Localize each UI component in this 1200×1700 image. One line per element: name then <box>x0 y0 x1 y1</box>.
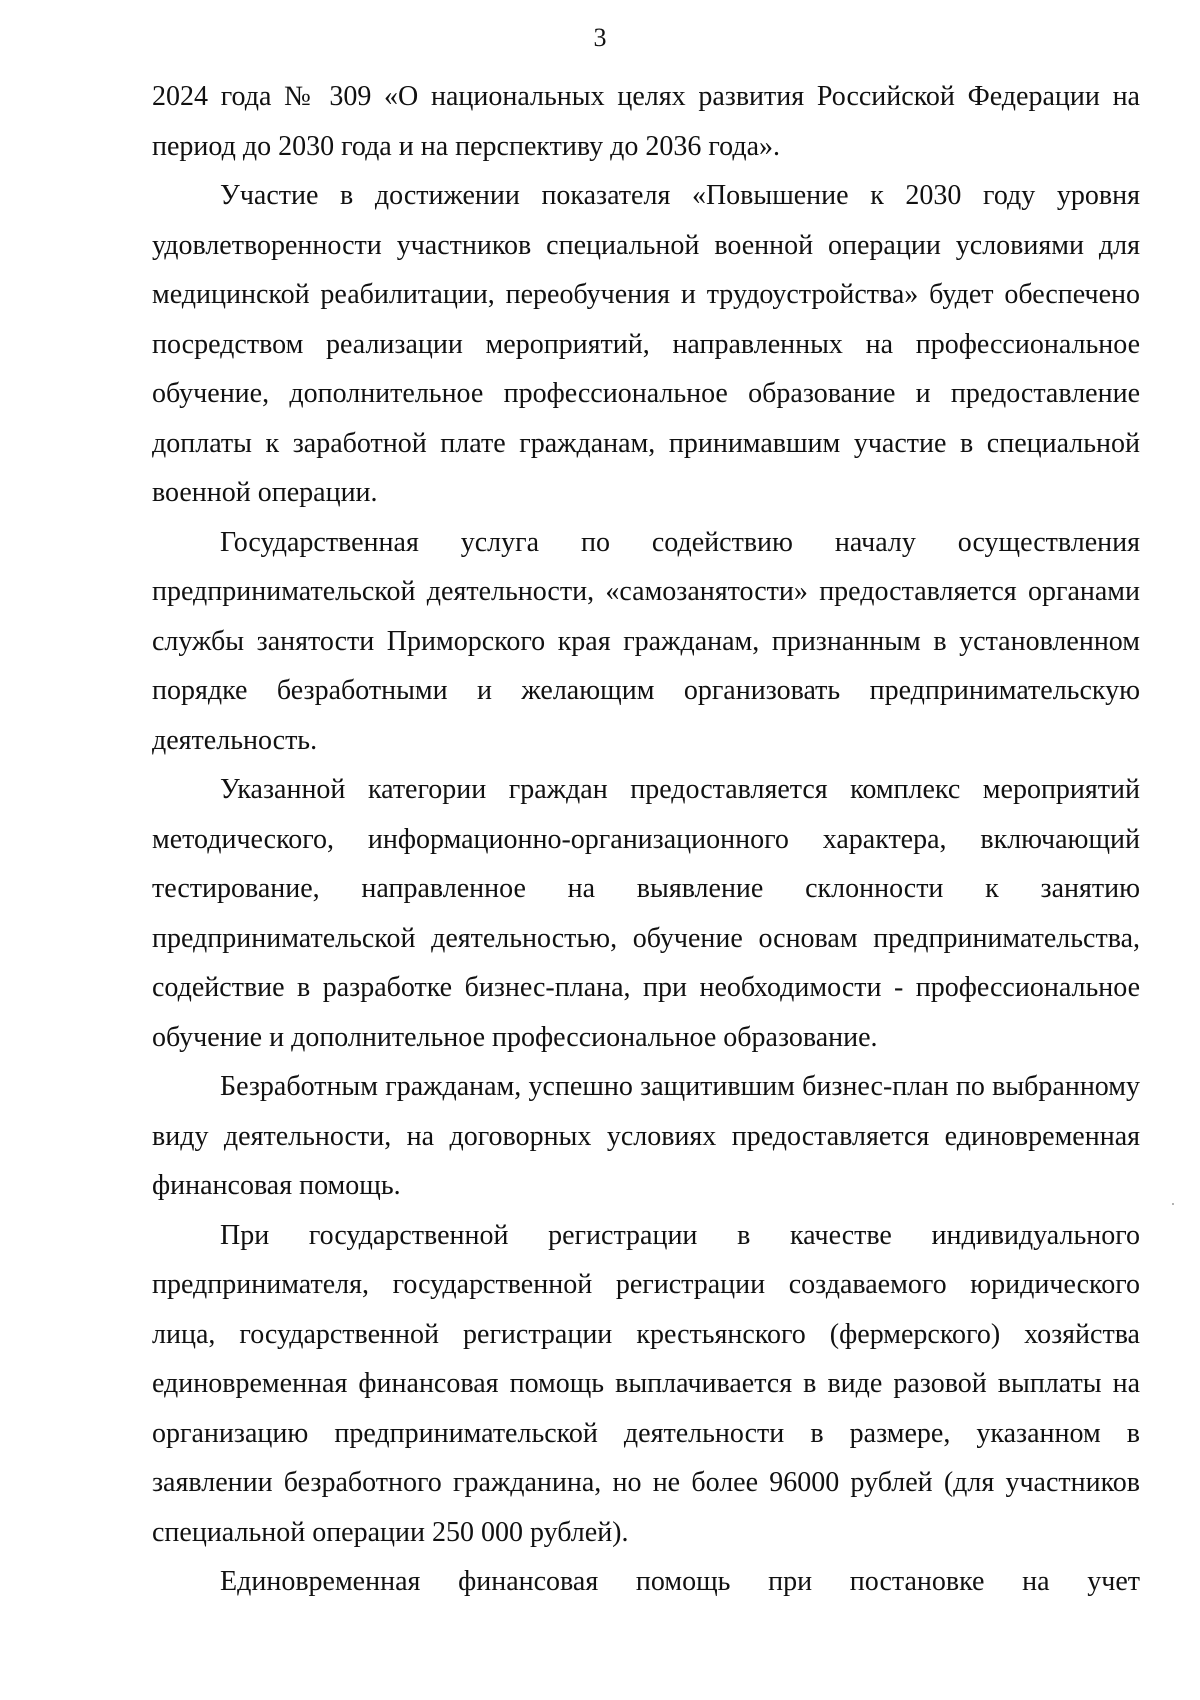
paragraph-self-employment-service: Государственная услуга по содействию началу осуществления предпринимательской деятельности, «самозанятости» предоставляется органами службы занятости Приморского края гражданам, признанным в установленном порядке безработными и желающим организовать предпринимательскую деятельность. <box>152 526 1140 756</box>
paragraph-one-time-aid: Единовременная финансовая помощь при постановке на учет <box>220 1566 1140 1597</box>
paragraph-continuation: 2024 года № 309 «О национальных целях развития Российской Федерации на период до 2030 года и на перспективу до 2036 года». <box>152 81 1140 162</box>
paragraph-state-registration: При государственной регистрации в качестве индивидуального предпринимателя, государственной регистрации создаваемого юридического лица, государственной регистрации крестьянского (фермерского) хозяйства единовременная финансовая помощь выплачивается в виде разовой выплаты на организацию предпринимательской деятельности в размере, указанном в заявлении безработного гражданина, но не более 96000 рублей (для участников специальной операции 250 000 рублей). <box>152 1219 1140 1548</box>
paragraph-svo-participants: Участие в достижении показателя «Повышение к 2030 году уровня удовлетворенности участников специальной военной операции условиями для медицинской реабилитации, переобучения и трудоустройства» будет обеспечено посредством реализации мероприятий, направленных на профессиональное обучение, дополнительное профессиональное образование и предоставление доплаты к заработной плате гражданам, принимавшим участие в специальной военной операции. <box>152 180 1140 508</box>
scan-speck <box>1172 1203 1174 1205</box>
page-number: 3 <box>593 23 607 52</box>
document-body <box>152 72 1140 1607</box>
paragraph-measures-complex: Указанной категории граждан предоставляется комплекс мероприятий методического, информационно-организационного характера, включающий тестирование, направленное на выявление склонности к занятию предпринимательской деятельностью, обучение основам предпринимательства, содействие в разработке бизнес-плана, при необходимости - профессиональное обучение и дополнительное профессиональное образование. <box>152 774 1140 1053</box>
paragraph-financial-aid: Безработным гражданам, успешно защитившим бизнес-план по выбранному виду деятельности, на договорных условиях предоставляется единовременная финансовая помощь. <box>152 1071 1140 1201</box>
